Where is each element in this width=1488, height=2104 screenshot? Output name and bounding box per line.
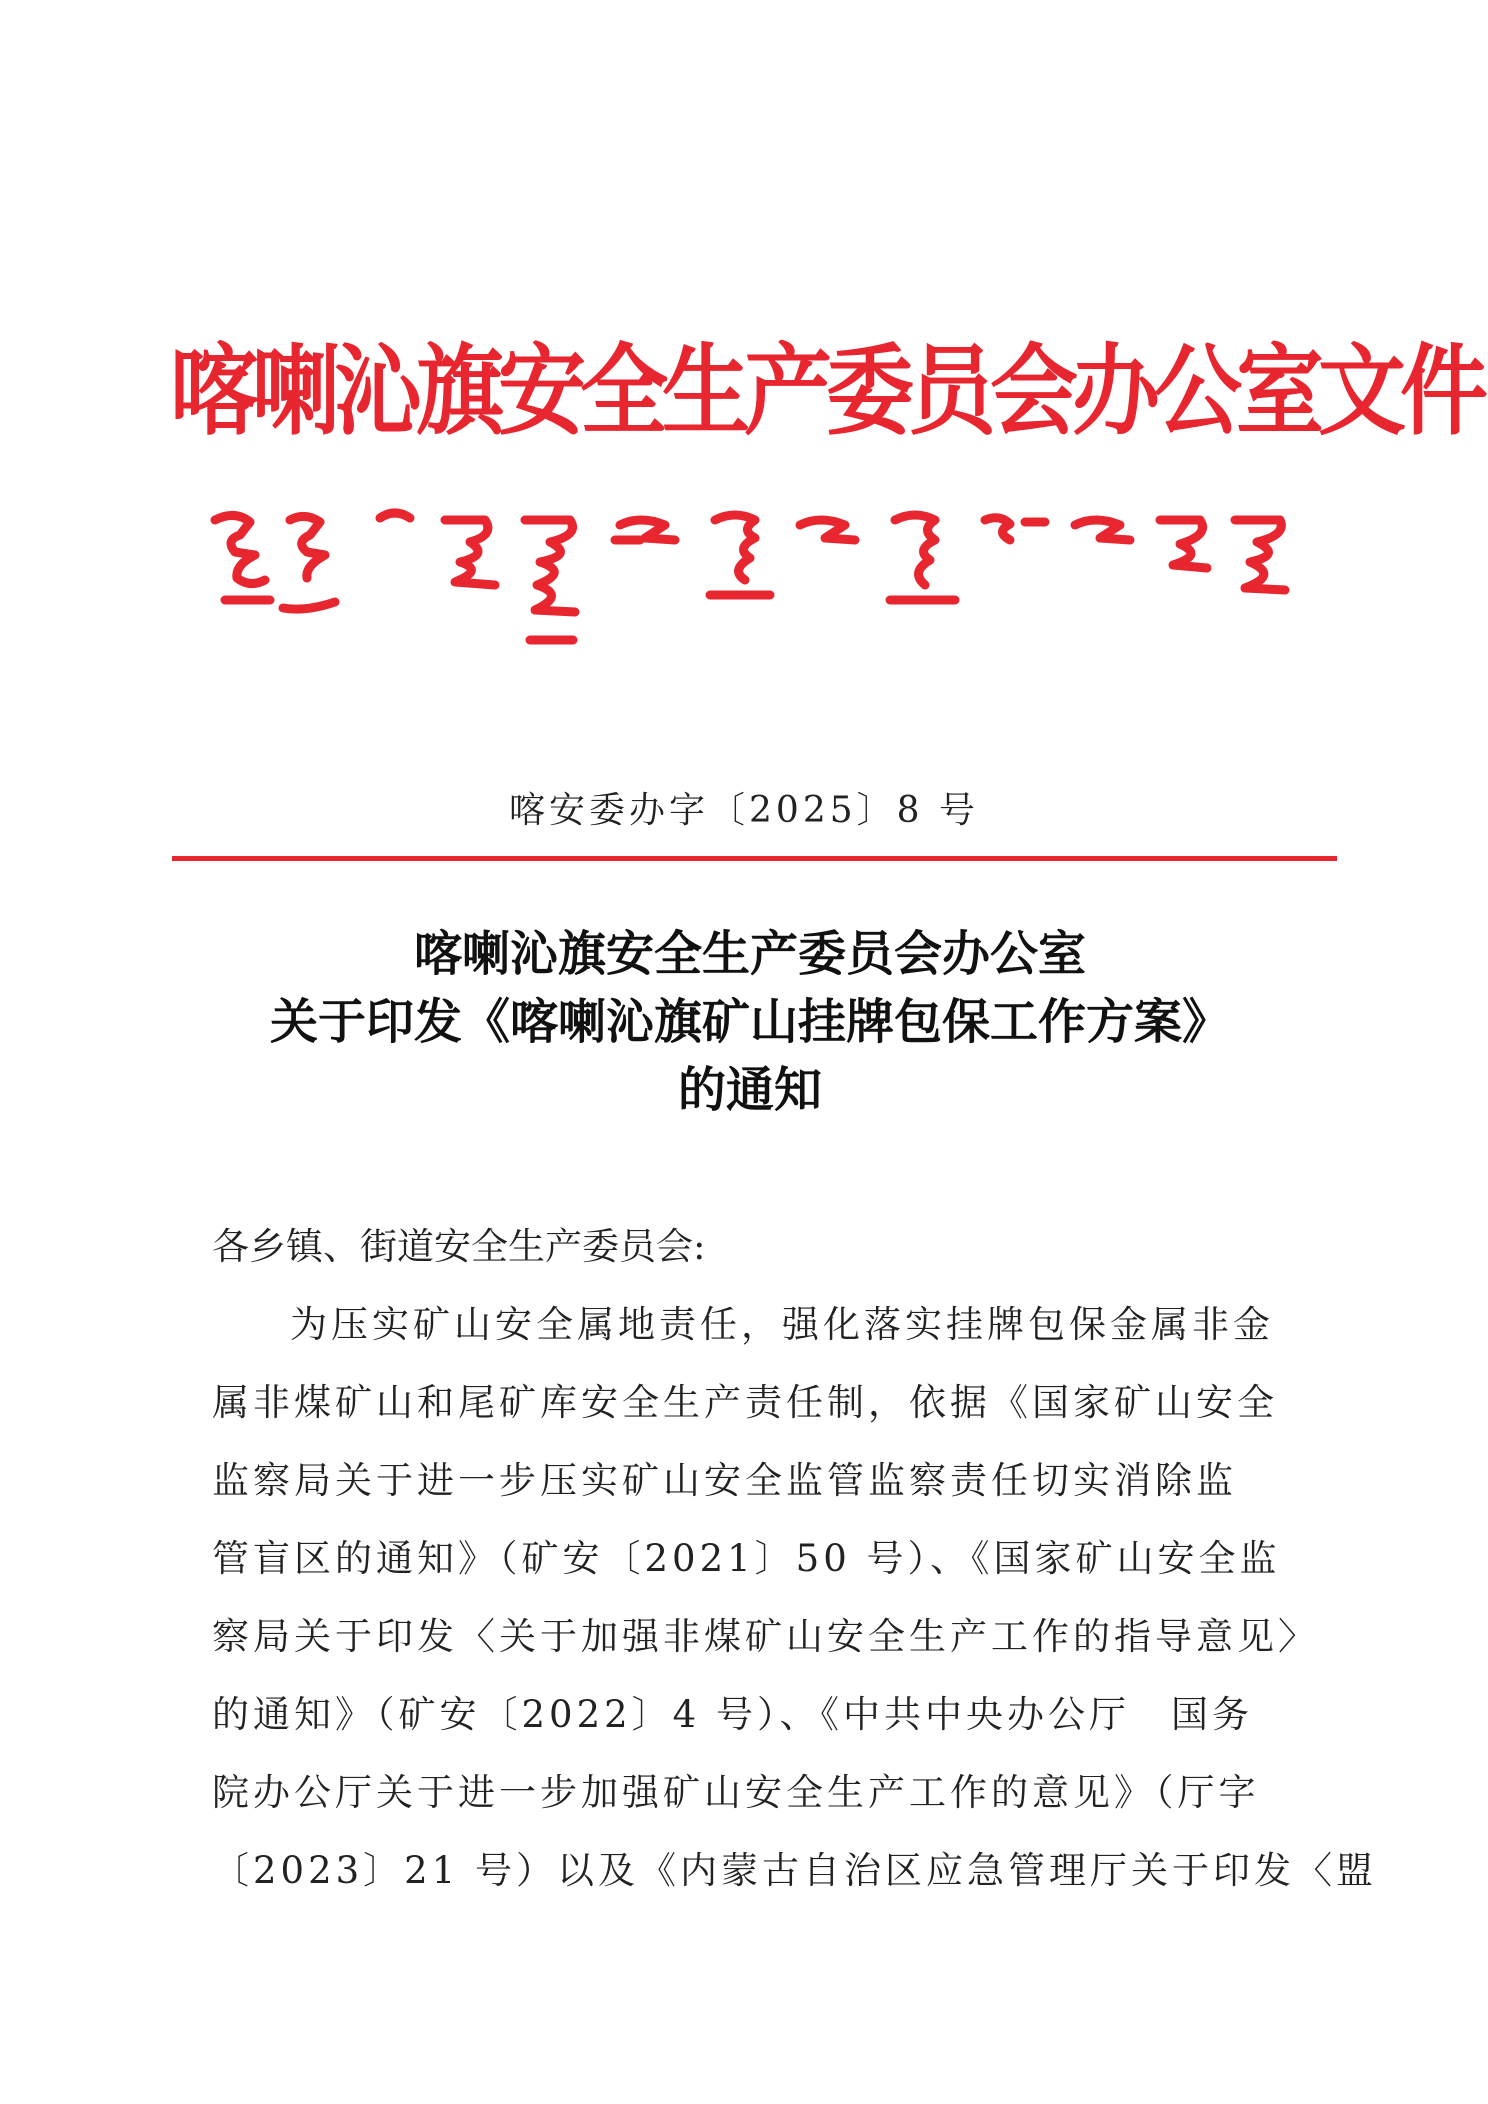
document-title (160, 920, 1340, 1124)
mongolian-script-graphic (195, 500, 1305, 650)
paragraph-line: 察局关于印发〈关于加强非煤矿山安全生产工作的指导意见〉 (212, 1615, 1319, 1658)
paragraph-line: 监察局关于进一步压实矿山安全监管监察责任切实消除监 (212, 1459, 1237, 1502)
masthead-title: 喀喇沁旗安全生产委员会办公室文件 (170, 333, 1483, 449)
title-line: 喀喇沁旗安全生产委员会办公室 (413, 926, 1086, 982)
document-number: 喀安委办字〔2025〕8 号 (509, 790, 979, 831)
document-body (212, 1208, 1378, 1910)
paragraph-line: 为压实矿山安全属地责任，强化落实挂牌包保金属非金 (290, 1303, 1274, 1346)
paragraph-line: 管盲区的通知》（矿安〔2021〕50 号）、《国家矿山安全监 (212, 1537, 1281, 1580)
red-divider-line (172, 856, 1337, 861)
paragraph-line: 〔2023〕21 号）以及《内蒙古自治区应急管理厅关于印发〈盟 (212, 1849, 1378, 1892)
title-line: 的通知 (677, 1062, 822, 1118)
mongolian-script-heading (195, 500, 1305, 650)
salutation: 各乡镇、街道安全生产委员会: (212, 1225, 706, 1268)
paragraph-line: 院办公厅关于进一步加强矿山安全生产工作的意见》（厅字 (212, 1771, 1260, 1814)
paragraph-line: 属非煤矿山和尾矿库安全生产责任制，依据《国家矿山安全 (212, 1381, 1278, 1424)
title-line: 关于印发《喀喇沁旗矿山挂牌包保工作方案》 (269, 994, 1230, 1050)
paragraph-line: 的通知》（矿安〔2022〕4 号）、《中共中央办公厅 国务 (212, 1693, 1253, 1736)
